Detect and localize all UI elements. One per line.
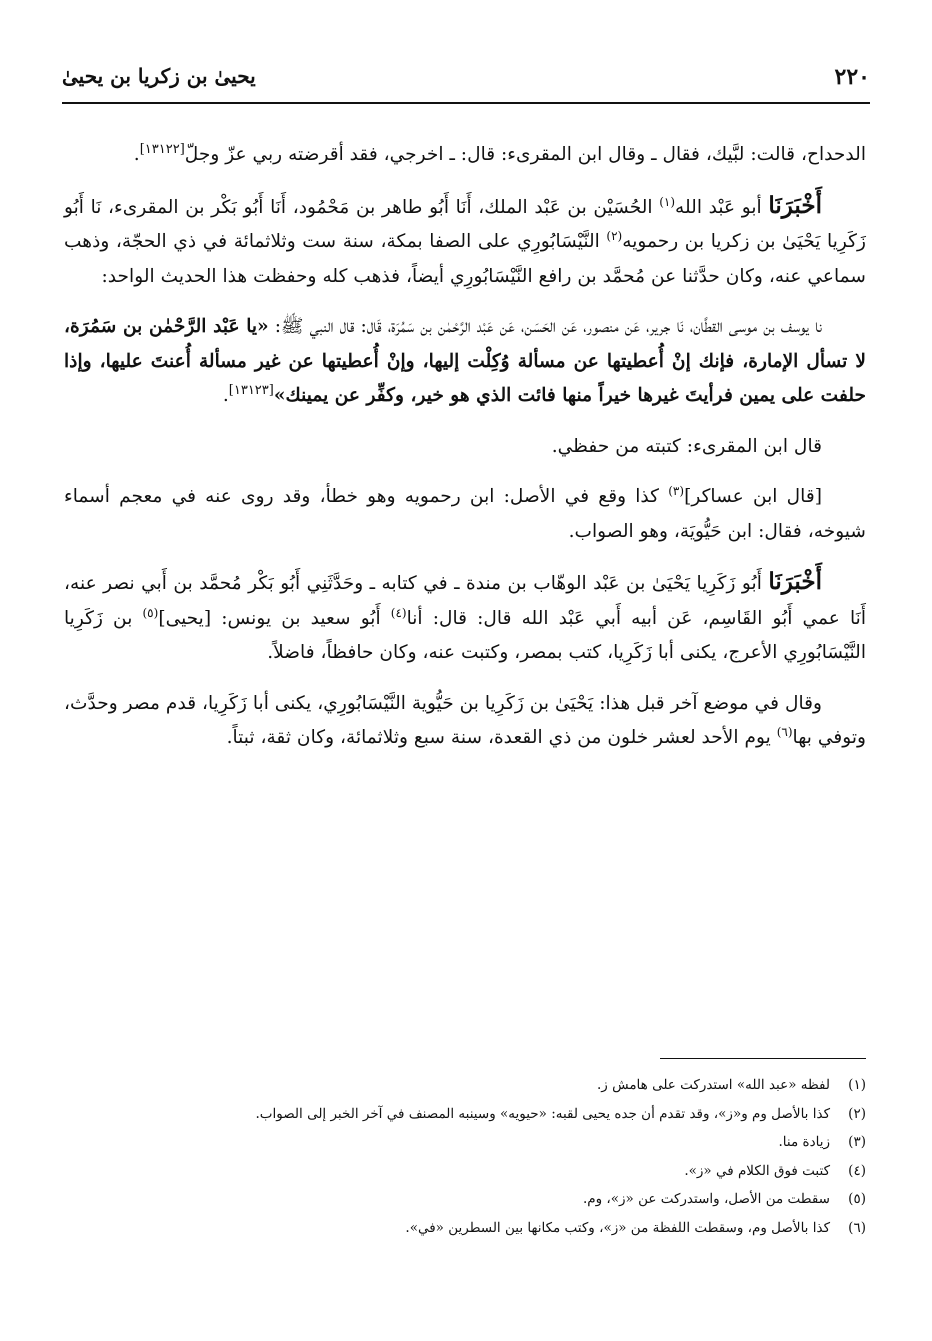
footnote-item xyxy=(64,1157,866,1186)
paragraph-ibn-asakir xyxy=(64,480,866,549)
footnote-item xyxy=(64,1214,866,1243)
paragraph-isnad-2 xyxy=(64,565,866,671)
footnote-text: كتبت فوق الكلام في «ز». xyxy=(684,1162,830,1179)
footnote-item xyxy=(64,1071,866,1100)
page-header xyxy=(62,62,870,104)
paragraph-text: يوم الأحد لعشر خلون من ذي القعدة، سنة سبع وثلاثمائة، وكان ثقة، ثبتاً. xyxy=(226,727,771,748)
paragraph-text: نا يوسف بن موسى القطَّان، نَا جرير، عَن منصور، عَن الحَسَن، عَن عَبْد الرَّحْمٰن بن سَمُرَة، قَال: قال النبي ﷺ: xyxy=(274,316,822,337)
paragraph-text: أَبُو زَكَرِيا يَحْيَىٰ بن عَبْد الوهّاب بن مندة ـ في كتابه ـ وحَدَّثَنِي أَبُو بَكْر مُحمَّد بن أَبي نصر عنه، أَنَا عمي أَبُو القَاسِم، عَن أبيه أَبي عَبْد الله قال: قال: أنا xyxy=(64,573,866,629)
paragraph-text: [قال ابن عساكر] xyxy=(684,486,822,507)
footnote-number: (٥) xyxy=(848,1191,866,1207)
paragraph-isnad-1 xyxy=(64,189,866,295)
paragraph-hadith xyxy=(64,310,866,414)
paragraph-text: بن زَكَرِيا النَّيْسَابُورِي الأعرج، يكنى أبا زَكَرِيا، كتب بمصر، وكتبت عنه، وكان حافظاً، فاضلاً. xyxy=(64,607,866,663)
footnote-divider xyxy=(660,1058,866,1059)
footnote-text: زيادة منا. xyxy=(778,1134,830,1150)
paragraph-note xyxy=(64,430,866,465)
paragraph-continuation xyxy=(64,138,866,173)
footnote-number: (٤) xyxy=(848,1162,866,1179)
footnote-marker-6: (٦) xyxy=(776,724,793,739)
paragraph-text: النَّيْسَابُورِي على الصفا بمكة، سنة ست وثلاثمائة في ذي الحجّة، وذهب سماعي عنه، وكان حدَّثنا عن مُحمَّد بن رافع النَّيْسَابُورِي أيضاً، فذهب كله وحفظت هذا الحديث الواحد: xyxy=(64,231,866,287)
footnote-number: (٢) xyxy=(848,1105,866,1122)
footnote-marker-1: (١) xyxy=(659,194,676,209)
footnote-number: (٦) xyxy=(848,1219,866,1236)
footnote-text: كذا بالأصل وم، وسقطت اللفظة من «ز»، وكتب مكانها بين السطرين «في». xyxy=(405,1219,830,1236)
paragraph-biography xyxy=(64,687,866,756)
akhbarana-lead: أَخْبَرَنَا xyxy=(768,191,822,219)
main-text xyxy=(64,138,866,772)
akhbarana-lead: أَخْبَرَنَا xyxy=(768,568,822,595)
footnote-item xyxy=(64,1185,866,1214)
paragraph-text: وقال في موضع آخر قبل هذا: يَحْيَىٰ بن زَكَرِيا بن حَيُّوية النَّيْسَابُورِي، يكنى أبا زَكَرِيا، قدم مصر وحدَّث، وتوفي بها xyxy=(64,692,866,748)
hadith-quote: «يا عَبْد الرَّحْمٰن بن سَمُرَة، لا تسأل الإمارة، فإنك إنْ أُعطيتها عن مسألة وُكِلْت إليها، وإنْ أُعطيتها عن غير مسألة أُعنتَ عليها، وإذا حلفت على يمين فرأيتَ غيرها خيراً منها فائت الذي هو خير، وكفِّر عن يمينك» xyxy=(64,316,866,406)
running-title: يحيىٰ بن زكريا بن يحيىٰ xyxy=(62,64,256,88)
footnote-list xyxy=(64,1071,866,1242)
paragraph-text: الدحداح، قالت: لبَّيك، فقال ـ وقال ابن المقرىء: قال: ـ اخرجي، فقد أقرضته ربي عزّ وجلّ xyxy=(184,144,866,165)
paragraph-text: كذا وقع في الأصل: ابن رحمويه وهو خطأ، وقد روى عنه في معجم أسماء شيوخه، فقال: ابن حَيُّويَة، وهو الصواب. xyxy=(64,486,866,542)
footnote-number: (١) xyxy=(848,1077,866,1093)
footnote-marker-4: (٤) xyxy=(390,605,407,620)
paragraph-text: قال ابن المقرىء: كتبته من حفظي. xyxy=(551,435,822,457)
footnote-marker-3: (٣) xyxy=(668,483,685,498)
paragraph-end: . xyxy=(222,385,229,406)
paragraph-text: الحُسَيْن بن عَبْد الملك، أَنَا أَبُو طاهر بن مَحْمُود، أَنَا أَبُو بَكْر بن المقرىء، نَا أَبُو زَكَرِيا يَحْيَىٰ بن زكريا بن رحمويه xyxy=(64,196,866,252)
paragraph-end: . xyxy=(133,144,140,165)
footnote-text: سقطت من الأصل، واستدركت عن «ز»، وم. xyxy=(582,1191,830,1207)
footnotes xyxy=(64,1058,866,1242)
footnote-item xyxy=(64,1128,866,1157)
hadith-number: [١٣١٢٢] xyxy=(139,141,185,157)
hadith-number: [١٣١٢٣] xyxy=(228,382,274,398)
footnote-marker-5: (٥) xyxy=(142,605,159,620)
footnote-text: كذا بالأصل وم و«ز»، وقد تقدم أن جده يحيى لقبه: «حيويه» وسينبه المصنف في آخر الخبر إلى الصواب. xyxy=(255,1105,830,1122)
footnote-item xyxy=(64,1100,866,1129)
footnote-marker-2: (٢) xyxy=(606,228,623,243)
paragraph-text: أبو عَبْد الله xyxy=(675,196,762,218)
footnote-number: (٣) xyxy=(848,1134,866,1150)
page-number: ٢٢٠ xyxy=(834,64,870,90)
footnote-text: لفظه «عبد الله» استدركت على هامش ز. xyxy=(597,1077,830,1093)
paragraph-text: أَبُو سعيد بن يونس: [يحيى] xyxy=(158,607,381,629)
